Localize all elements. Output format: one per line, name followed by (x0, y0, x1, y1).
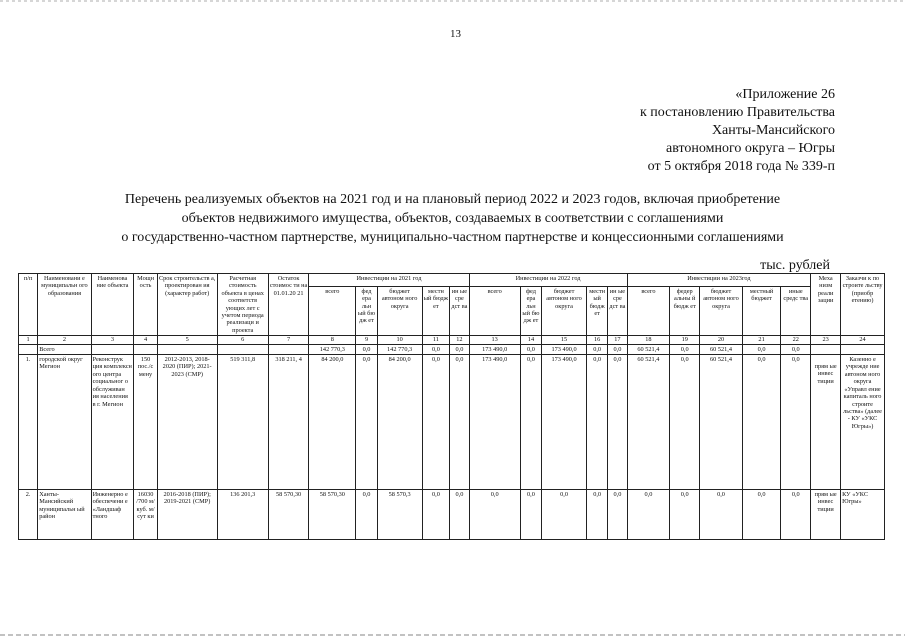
appendix-line-5: от 5 октября 2018 года № 339-п (647, 159, 835, 174)
row-customer: Казенно е учрежде ние автоном ного округа «Управл ение капиталь ного строите льства» (далее - КУ «УКС Югры») (841, 355, 885, 490)
row-local-2022: 0,0 (586, 490, 607, 540)
header-capacity: Мощн ость (134, 274, 157, 336)
title-line-1: Перечень реализуемых объектов на 2021 год и на плановый период 2022 и 2023 годов, включая приобретение (124, 192, 781, 207)
row-total-2021: 84 200,0 (309, 355, 356, 490)
row-local-2021: 0,0 (422, 490, 450, 540)
header-customer: Заказчи к по строите льству (приобр етению) (841, 274, 885, 336)
row-municipality: городской округ Мегион (38, 355, 91, 490)
column-number: 13 (469, 336, 520, 344)
row-other-2022: 0,0 (608, 355, 627, 490)
row-total-2021: 58 570,30 (309, 490, 356, 540)
investment-table (18, 273, 885, 540)
header-investments-2022: Инвестиции на 2022 год (469, 274, 627, 287)
row-federal-2022: 0,0 (520, 490, 541, 540)
column-number: 8 (309, 336, 356, 344)
sub-other-2021: ин ые сре дст ва (450, 286, 469, 335)
row-remaining-cost: 318 211, 4 (268, 355, 309, 490)
row-regional-2021: 58 570,3 (377, 490, 422, 540)
column-number: 9 (356, 336, 377, 344)
row-local-2022: 0,0 (586, 355, 607, 490)
row-capacity: 16030 /700 м/куб. м/сут ки (134, 490, 157, 540)
total-regional-2023: 60 521,4 (700, 344, 743, 354)
column-number: 10 (377, 336, 422, 344)
header-construction-period: Срок строительств а, проектирован ия (характер работ) (157, 274, 217, 336)
row-local-2021: 0,0 (422, 355, 450, 490)
row-customer: КУ «УКС Югры» (841, 490, 885, 540)
sub-total-2023: всего (627, 286, 670, 335)
total-federal-2021: 0,0 (356, 344, 377, 354)
total-local-2021: 0,0 (422, 344, 450, 354)
total-regional-2021: 142 770,3 (377, 344, 422, 354)
scan-artifact-top (0, 0, 905, 2)
title-line-3: о государственно-частном партнерстве, муниципально-частном партнерстве и концессионными соглашениями (121, 230, 784, 245)
column-number: 12 (450, 336, 469, 344)
row-num: 1. (19, 355, 38, 490)
header-remaining-cost: Остаток стоимос ти на 01.01.20 21 (268, 274, 309, 336)
column-number: 6 (217, 336, 268, 344)
table-row (19, 355, 885, 490)
row-total-2022: 173 490,0 (469, 355, 520, 490)
appendix-line-3: Ханты-Мансийского (711, 123, 835, 138)
row-estimated-cost: 136 201,3 (217, 490, 268, 540)
row-other-2021: 0,0 (450, 355, 469, 490)
page-number: 13 (450, 28, 461, 40)
row-federal-2022: 0,0 (520, 355, 541, 490)
scan-artifact-bottom (0, 634, 905, 636)
total-other-2021: 0,0 (450, 344, 469, 354)
row-regional-2023: 0,0 (700, 490, 743, 540)
row-other-2022: 0,0 (608, 490, 627, 540)
header-investments-2021: Инвестиции на 2021 год (309, 274, 469, 287)
column-number: 18 (627, 336, 670, 344)
row-object: Инженерно е обеспечени е «Ландшаф тного (91, 490, 134, 540)
row-other-2023: 0,0 (781, 355, 811, 490)
column-number: 4 (134, 336, 157, 344)
column-number: 21 (742, 336, 780, 344)
row-period: 2016-2018 (ПИР); 2019-2021 (СМР) (157, 490, 217, 540)
sub-federal-2023: федер альны й бюдж ет (670, 286, 700, 335)
header-object: Наименова ние объекта (91, 274, 134, 336)
sub-total-2021: всего (309, 286, 356, 335)
total-other-2022: 0,0 (608, 344, 627, 354)
sub-federal-2022: фед ера льн ый бю дж ет (520, 286, 541, 335)
row-remaining-cost: 58 570,30 (268, 490, 309, 540)
sub-local-2023: местный бюджет (742, 286, 780, 335)
total-federal-2023: 0,0 (670, 344, 700, 354)
row-other-2021: 0,0 (450, 490, 469, 540)
column-number: 19 (670, 336, 700, 344)
total-federal-2022: 0,0 (520, 344, 541, 354)
column-number: 24 (841, 336, 885, 344)
total-row (19, 344, 885, 354)
row-total-2022: 0,0 (469, 490, 520, 540)
column-number: 2 (38, 336, 91, 344)
column-number: 11 (422, 336, 450, 344)
appendix-line-4: автономного округа – Югры (666, 141, 835, 156)
title-line-2: объектов недвижимого имущества, объектов, создаваемых в соответствии с соглашениями (181, 211, 724, 226)
total-2023: 60 521,4 (627, 344, 670, 354)
total-2022: 173 490,0 (469, 344, 520, 354)
sub-regional-2023: бюджет автоном ного округа (700, 286, 743, 335)
row-regional-2022: 0,0 (542, 490, 587, 540)
column-number: 7 (268, 336, 309, 344)
row-federal-2023: 0,0 (670, 355, 700, 490)
row-mechanism: прям ые инвес тиции (811, 490, 841, 540)
row-mechanism: прям ые инвес тиции (811, 355, 841, 490)
header-row-1 (19, 274, 885, 287)
appendix-header (640, 86, 835, 176)
header-estimated-cost: Расчетная стоимость объекта в ценах соответств ующих лет с учетом периода реализаци и проекта (217, 274, 268, 336)
sub-local-2022: местн ый бюдж ет (586, 286, 607, 335)
sub-regional-2021: бюджет автоном ного округа (377, 286, 422, 335)
row-object: Реконструк ция комплексн ого центра социальног о обслуживан ия населения в г. Мегион (91, 355, 134, 490)
row-regional-2021: 84 200,0 (377, 355, 422, 490)
row-regional-2022: 173 490,0 (542, 355, 587, 490)
row-federal-2023: 0,0 (670, 490, 700, 540)
appendix-line-1: «Приложение 26 (735, 87, 835, 102)
units-label: тыс. рублей (760, 258, 830, 273)
sub-other-2022: ин ые сре дст ва (608, 286, 627, 335)
column-number: 1 (19, 336, 38, 344)
row-regional-2023: 60 521,4 (700, 355, 743, 490)
row-capacity: 150 пос./с мену (134, 355, 157, 490)
column-number: 20 (700, 336, 743, 344)
row-federal-2021: 0,0 (356, 355, 377, 490)
row-period: 2012-2013, 2018-2020 (ПИР); 2021-2023 (СМР) (157, 355, 217, 490)
header-mechanism: Меха низм реали зации (811, 274, 841, 336)
sub-federal-2021: фед ера льн ый бю дж ет (356, 286, 377, 335)
header-num: п/п (19, 274, 38, 336)
row-other-2023: 0,0 (781, 490, 811, 540)
sub-total-2022: всего (469, 286, 520, 335)
appendix-line-2: к постановлению Правительства (639, 105, 835, 120)
total-local-2022: 0,0 (586, 344, 607, 354)
row-local-2023: 0,0 (742, 490, 780, 540)
column-number: 23 (811, 336, 841, 344)
header-municipality: Наименовани е муниципальн ого образования (38, 274, 91, 336)
document-title (40, 190, 865, 247)
row-local-2023: 0,0 (742, 355, 780, 490)
column-number: 15 (542, 336, 587, 344)
row-total-2023: 60 521,4 (627, 355, 670, 490)
total-2021: 142 770,3 (309, 344, 356, 354)
column-number: 14 (520, 336, 541, 344)
row-municipality: Ханты-Мансийский муниципальн ый район (38, 490, 91, 540)
row-federal-2021: 0,0 (356, 490, 377, 540)
total-local-2023: 0,0 (742, 344, 780, 354)
column-number: 5 (157, 336, 217, 344)
column-number: 16 (586, 336, 607, 344)
total-label: Всего (38, 344, 91, 354)
row-estimated-cost: 519 311,8 (217, 355, 268, 490)
row-total-2023: 0,0 (627, 490, 670, 540)
column-number: 17 (608, 336, 627, 344)
column-number-row (19, 336, 885, 344)
sub-local-2021: местн ый бюдж ет (422, 286, 450, 335)
total-other-2023: 0,0 (781, 344, 811, 354)
header-investments-2023: Инвестиции на 2023год (627, 274, 811, 287)
sub-other-2023: иные средс тва (781, 286, 811, 335)
column-number: 22 (781, 336, 811, 344)
table-row (19, 490, 885, 540)
sub-regional-2022: бюджет автоном ного округа (542, 286, 587, 335)
total-regional-2022: 173 490,0 (542, 344, 587, 354)
row-num: 2. (19, 490, 38, 540)
column-number: 3 (91, 336, 134, 344)
